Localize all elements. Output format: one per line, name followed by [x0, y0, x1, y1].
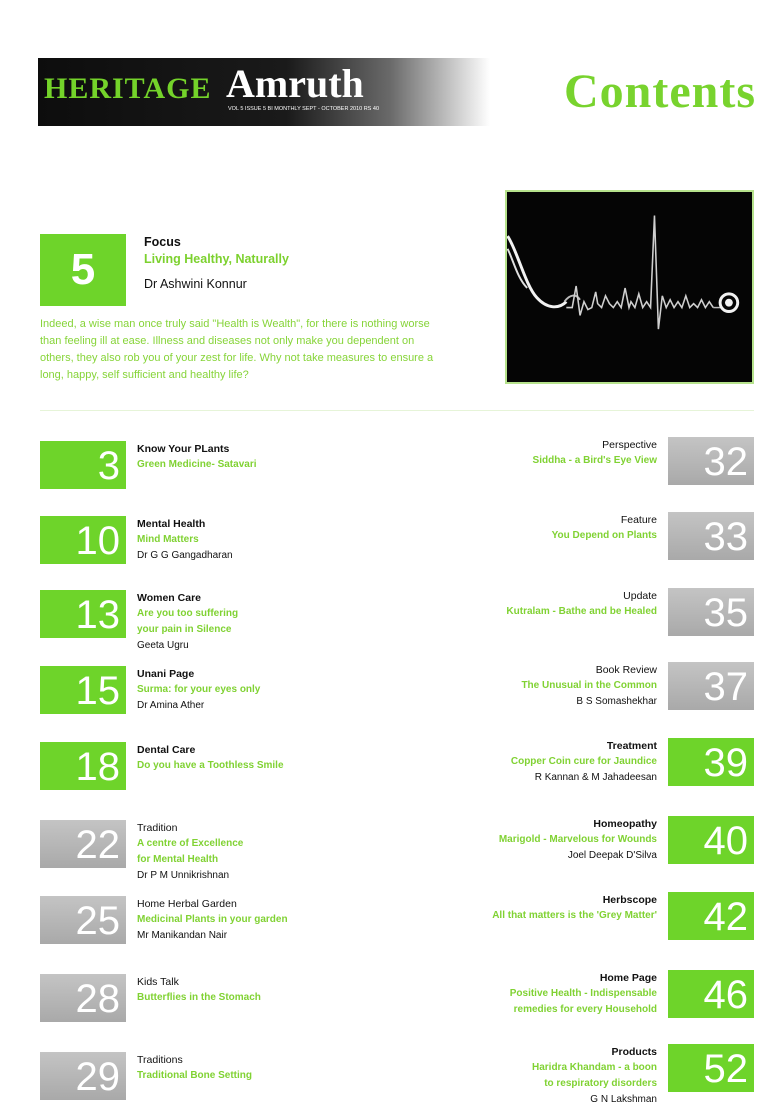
divider	[40, 410, 754, 411]
section-label: Women Care	[137, 592, 201, 604]
page-number-box[interactable]: 52	[668, 1044, 754, 1092]
section-label: Perspective	[602, 439, 657, 451]
toc-entry[interactable]	[354, 970, 754, 1026]
article-title[interactable]: for Mental Health	[137, 854, 219, 865]
focus-article-title[interactable]: Living Healthy, Naturally	[144, 252, 289, 266]
toc-entry-text	[357, 437, 657, 469]
article-title[interactable]: Butterflies in the Stomach	[137, 992, 261, 1003]
article-title[interactable]: Haridra Khandam - a boon	[531, 1062, 657, 1073]
page-number-box[interactable]: 22	[40, 820, 126, 868]
article-title[interactable]: Positive Health - Indispensable	[509, 988, 657, 999]
section-label: Treatment	[606, 740, 657, 752]
article-title[interactable]: A centre of Excellence	[137, 838, 244, 849]
article-author: R Kannan & M Jahadeesan	[534, 772, 657, 783]
page-number-box[interactable]: 18	[40, 742, 126, 790]
section-label: Tradition	[137, 822, 178, 834]
section-label: Mental Health	[137, 518, 206, 530]
toc-entry[interactable]	[354, 437, 754, 493]
section-label: Home Herbal Garden	[137, 898, 237, 910]
toc-entry-text	[357, 588, 657, 620]
article-title[interactable]: Are you too suffering	[137, 608, 239, 619]
focus-intro: Indeed, a wise man once truly said "Health is Wealth", for there is nothing worse than feeling ill at ease. Illness and diseases not only make you dependent on others, they also rob you of your zest for life. Why not take measures to ensure a long, happy, self sufficient and healthy life?	[40, 318, 434, 382]
focus-author: Dr Ashwini Konnur	[144, 277, 247, 291]
toc-entry[interactable]	[354, 588, 754, 644]
page-number-box[interactable]: 35	[668, 588, 754, 636]
section-label: Feature	[620, 514, 657, 526]
toc-entry-text	[357, 1044, 657, 1108]
section-label: Homeopathy	[593, 818, 657, 830]
page-number-box[interactable]: 15	[40, 666, 126, 714]
page-number-box[interactable]: 10	[40, 516, 126, 564]
article-author: Dr Amina Ather	[137, 700, 205, 711]
article-title[interactable]: Do you have a Toothless Smile	[137, 760, 284, 771]
issue-line: VOL 5 ISSUE 5 BI MONTHLY SEPT - OCTOBER 2010 RS 40	[228, 106, 380, 112]
page-number-box[interactable]: 37	[668, 662, 754, 710]
section-label: Unani Page	[137, 668, 195, 680]
section-label: Home Page	[599, 972, 657, 984]
page-title: Contents	[563, 65, 756, 118]
section-label: Book Review	[595, 664, 657, 676]
toc-entry[interactable]	[354, 662, 754, 718]
article-author: Dr G G Gangadharan	[137, 550, 233, 561]
article-author: Joel Deepak D'Silva	[567, 850, 657, 861]
article-title[interactable]: Kutralam - Bathe and be Healed	[506, 606, 657, 617]
page-number-box[interactable]: 25	[40, 896, 126, 944]
toc-entry-text	[357, 892, 657, 924]
page-number-box[interactable]: 32	[668, 437, 754, 485]
article-author: G N Lakshman	[590, 1094, 657, 1105]
section-label: Dental Care	[137, 744, 196, 756]
article-title[interactable]: Surma: for your eyes only	[137, 684, 261, 695]
article-title[interactable]: Green Medicine- Satavari	[137, 459, 257, 470]
article-title[interactable]: Medicinal Plants in your garden	[137, 914, 288, 925]
section-label: Know Your PLants	[137, 443, 230, 455]
section-label: Kids Talk	[137, 976, 179, 988]
toc-entry[interactable]	[354, 1044, 754, 1105]
article-title[interactable]: Mind Matters	[137, 534, 199, 545]
focus-section: Focus	[144, 235, 181, 249]
brand-prefix: HERITAGE	[44, 72, 212, 105]
article-title[interactable]: remedies for every Household	[513, 1004, 657, 1015]
article-author: Mr Manikandan Nair	[137, 930, 228, 941]
toc-entry[interactable]	[354, 512, 754, 568]
page-number-box[interactable]: 40	[668, 816, 754, 864]
brand-name: Amruth	[226, 61, 364, 106]
toc-entry[interactable]	[354, 738, 754, 794]
article-author: B S Somashekhar	[576, 696, 657, 707]
page-number-box[interactable]: 3	[40, 441, 126, 489]
toc-entry-text	[357, 970, 657, 1018]
section-label: Traditions	[137, 1054, 183, 1066]
article-title[interactable]: Marigold - Marvelous for Wounds	[498, 834, 657, 845]
page-number-box[interactable]: 29	[40, 1052, 126, 1100]
page-number-box[interactable]: 13	[40, 590, 126, 638]
focus-page-number[interactable]: 5	[40, 234, 126, 306]
toc-entry-text	[357, 512, 657, 544]
article-title[interactable]: Traditional Bone Setting	[137, 1070, 253, 1081]
article-author: Dr P M Unnikrishnan	[137, 870, 230, 881]
masthead	[38, 58, 490, 126]
page-number-box[interactable]: 33	[668, 512, 754, 560]
toc-entry[interactable]	[354, 892, 754, 948]
article-title[interactable]: Copper Coin cure for Jaundice	[510, 756, 657, 767]
toc-entry-text	[357, 816, 657, 864]
section-label: Update	[623, 590, 657, 602]
toc-entry[interactable]	[354, 816, 754, 872]
toc-entry-text	[357, 738, 657, 786]
article-title[interactable]: You Depend on Plants	[551, 530, 657, 541]
article-author: Geeta Ugru	[137, 640, 189, 651]
ecg-stethoscope-image	[505, 190, 754, 384]
page-number-box[interactable]: 39	[668, 738, 754, 786]
section-label: Products	[611, 1046, 657, 1058]
section-label: Herbscope	[602, 894, 657, 906]
article-title[interactable]: to respiratory disorders	[544, 1078, 657, 1089]
page-number-box[interactable]: 28	[40, 974, 126, 1022]
page-number-box[interactable]: 46	[668, 970, 754, 1018]
page-number-box[interactable]: 42	[668, 892, 754, 940]
article-title[interactable]: All that matters is the 'Grey Matter'	[492, 910, 657, 921]
toc-entry-text	[357, 662, 657, 710]
article-title[interactable]: The Unusual in the Common	[521, 680, 657, 691]
article-title[interactable]: your pain in Silence	[137, 624, 232, 635]
article-title[interactable]: Siddha - a Bird's Eye View	[532, 455, 657, 466]
